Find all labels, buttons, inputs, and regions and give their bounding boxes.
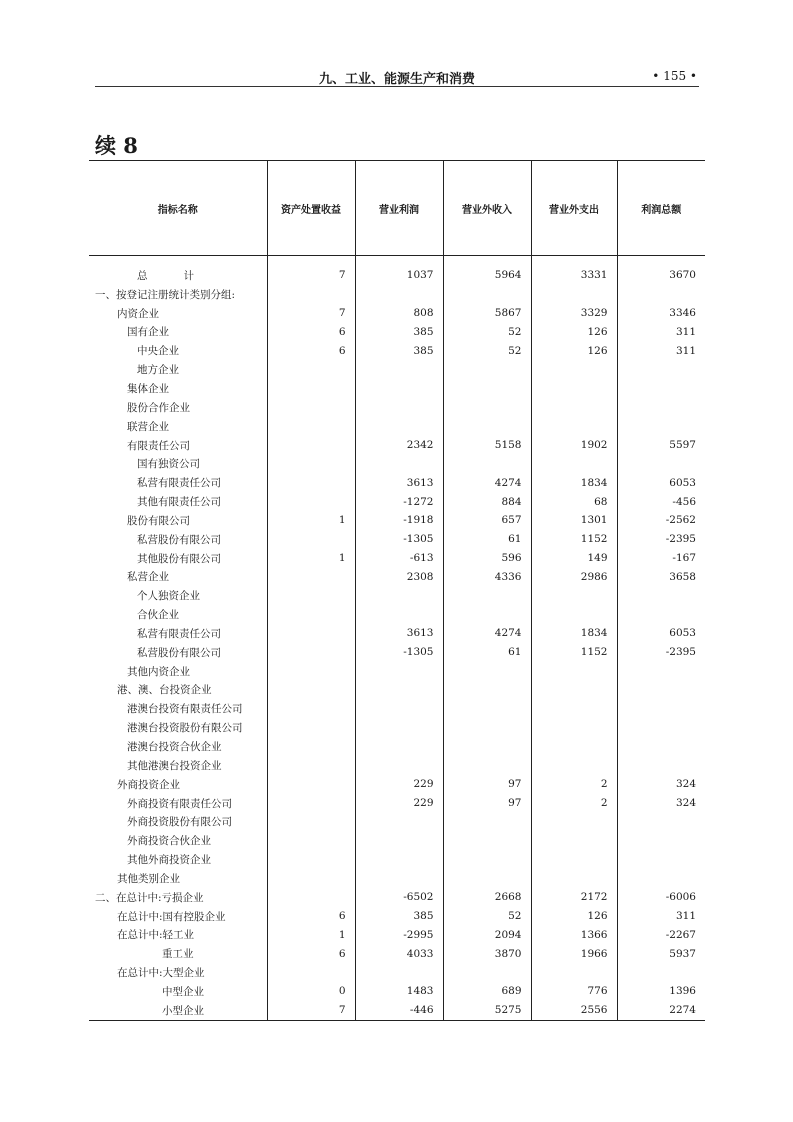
- cell-value: 6053: [617, 473, 705, 492]
- cell-value: 3658: [617, 568, 705, 587]
- row-label: 内资企业: [117, 307, 159, 320]
- row-label: 国有独资公司: [137, 458, 200, 471]
- cell-value: 2274: [617, 1001, 705, 1020]
- cell-value: 311: [617, 341, 705, 360]
- cell-value: 1834: [531, 473, 617, 492]
- cell-value: [443, 662, 531, 681]
- cell-value: [267, 662, 355, 681]
- cell-value: -6006: [617, 888, 705, 907]
- cell-value: 1966: [531, 944, 617, 963]
- cell-value: [355, 662, 443, 681]
- row-label: 私营企业: [127, 571, 169, 584]
- row-label: 在总计中:国有控股企业: [117, 910, 226, 923]
- row-label: 联营企业: [127, 420, 169, 433]
- row-label: 港澳台投资股份有限公司: [127, 722, 243, 735]
- cell-value: [355, 681, 443, 700]
- cell-value: -613: [355, 549, 443, 568]
- cell-value: 229: [355, 794, 443, 813]
- cell-value: [267, 436, 355, 455]
- cell-value: 1: [267, 549, 355, 568]
- row-label: 其他有限责任公司: [137, 496, 221, 509]
- cell-value: 4033: [355, 944, 443, 963]
- cell-value: [443, 756, 531, 775]
- cell-value: -1918: [355, 511, 443, 530]
- cell-value: [355, 699, 443, 718]
- cell-value: [531, 586, 617, 605]
- cell-value: [355, 379, 443, 398]
- table-row: [89, 256, 705, 285]
- row-label: 外商投资合伙企业: [127, 835, 211, 848]
- cell-value: 1: [267, 926, 355, 945]
- cell-value: [355, 850, 443, 869]
- cell-value: 6: [267, 907, 355, 926]
- cell-value: [531, 869, 617, 888]
- cell-value: [531, 681, 617, 700]
- row-label: 其他港澳台投资企业: [127, 759, 222, 772]
- cell-value: [267, 888, 355, 907]
- cell-value: 97: [443, 794, 531, 813]
- cell-value: 6: [267, 341, 355, 360]
- row-label: 个人独资企业: [137, 590, 200, 603]
- table-row: [89, 568, 705, 587]
- row-label: 有限责任公司: [127, 439, 190, 452]
- cell-value: 311: [617, 907, 705, 926]
- section-title: 续 8: [95, 133, 138, 158]
- cell-value: [531, 718, 617, 737]
- running-header: [95, 64, 699, 87]
- cell-value: [617, 963, 705, 982]
- row-label: 合伙企业: [137, 609, 179, 622]
- table-row: [89, 699, 705, 718]
- table-row: [89, 718, 705, 737]
- table-row: [89, 492, 705, 511]
- cell-value: 5158: [443, 436, 531, 455]
- cell-value: 52: [443, 341, 531, 360]
- table-row: [89, 926, 705, 945]
- cell-value: 1: [267, 511, 355, 530]
- column-header-non-operating-expense: 营业外支出: [531, 161, 617, 256]
- cell-value: [443, 681, 531, 700]
- cell-value: 2556: [531, 1001, 617, 1020]
- table-row: [89, 869, 705, 888]
- row-label: 二、在总计中:亏损企业: [95, 891, 204, 904]
- cell-value: [443, 737, 531, 756]
- cell-value: [617, 699, 705, 718]
- cell-value: 808: [355, 304, 443, 323]
- cell-value: 3670: [617, 256, 705, 285]
- row-label: 其他股份有限公司: [137, 552, 221, 565]
- row-label: 外商投资有限责任公司: [127, 797, 232, 810]
- cell-value: -6502: [355, 888, 443, 907]
- table-row: [89, 1001, 705, 1020]
- cell-value: 1483: [355, 982, 443, 1001]
- cell-value: 657: [443, 511, 531, 530]
- cell-value: [617, 605, 705, 624]
- table-row: [89, 850, 705, 869]
- cell-value: [443, 417, 531, 436]
- cell-value: 385: [355, 323, 443, 342]
- cell-value: [531, 699, 617, 718]
- cell-value: [267, 473, 355, 492]
- row-label: 外商投资企业: [117, 778, 180, 791]
- table-row: [89, 944, 705, 963]
- cell-value: [443, 398, 531, 417]
- cell-value: 4274: [443, 473, 531, 492]
- cell-value: [267, 794, 355, 813]
- cell-value: [617, 285, 705, 304]
- row-label: 总 计: [137, 269, 194, 282]
- table-row: [89, 436, 705, 455]
- cell-value: [267, 699, 355, 718]
- cell-value: [531, 756, 617, 775]
- row-label: 一、按登记注册统计类别分组:: [95, 288, 236, 301]
- cell-value: 689: [443, 982, 531, 1001]
- cell-value: [267, 360, 355, 379]
- cell-value: [355, 417, 443, 436]
- table-row: [89, 454, 705, 473]
- table-row: [89, 662, 705, 681]
- row-label: 私营股份有限公司: [137, 533, 221, 546]
- cell-value: 5964: [443, 256, 531, 285]
- cell-value: [443, 963, 531, 982]
- cell-value: -2267: [617, 926, 705, 945]
- cell-value: 324: [617, 775, 705, 794]
- table-row: [89, 398, 705, 417]
- table-row: [89, 304, 705, 323]
- cell-value: 2094: [443, 926, 531, 945]
- cell-value: 68: [531, 492, 617, 511]
- table-row: [89, 794, 705, 813]
- table-row: [89, 888, 705, 907]
- data-table: [89, 160, 705, 1021]
- row-label: 港澳台投资合伙企业: [127, 741, 222, 754]
- table-row: [89, 982, 705, 1001]
- cell-value: 1152: [531, 530, 617, 549]
- cell-value: 149: [531, 549, 617, 568]
- row-label: 私营有限责任公司: [137, 477, 221, 490]
- row-label: 重工业: [162, 948, 194, 961]
- cell-value: [617, 379, 705, 398]
- cell-value: [267, 831, 355, 850]
- table-row: [89, 812, 705, 831]
- row-label: 港澳台投资有限责任公司: [127, 703, 243, 716]
- cell-value: 126: [531, 323, 617, 342]
- table-row: [89, 831, 705, 850]
- cell-value: [531, 963, 617, 982]
- table-row: [89, 417, 705, 436]
- cell-value: [267, 605, 355, 624]
- cell-value: [267, 398, 355, 417]
- cell-value: -2562: [617, 511, 705, 530]
- cell-value: 2342: [355, 436, 443, 455]
- cell-value: [531, 831, 617, 850]
- cell-value: 5937: [617, 944, 705, 963]
- cell-value: -1305: [355, 530, 443, 549]
- cell-value: 2986: [531, 568, 617, 587]
- cell-value: [617, 454, 705, 473]
- row-label: 地方企业: [137, 364, 179, 377]
- cell-value: 126: [531, 907, 617, 926]
- cell-value: [617, 831, 705, 850]
- cell-value: [355, 718, 443, 737]
- cell-value: 1366: [531, 926, 617, 945]
- cell-value: [267, 775, 355, 794]
- cell-value: 61: [443, 530, 531, 549]
- cell-value: 52: [443, 907, 531, 926]
- cell-value: 229: [355, 775, 443, 794]
- cell-value: 3613: [355, 624, 443, 643]
- cell-value: [531, 360, 617, 379]
- cell-value: [267, 624, 355, 643]
- cell-value: [617, 756, 705, 775]
- cell-value: [443, 285, 531, 304]
- cell-value: 2668: [443, 888, 531, 907]
- cell-value: 1301: [531, 511, 617, 530]
- row-label: 私营股份有限公司: [137, 646, 221, 659]
- cell-value: 5275: [443, 1001, 531, 1020]
- row-label: 在总计中:大型企业: [117, 967, 205, 980]
- row-label: 其他类别企业: [117, 872, 180, 885]
- cell-value: [267, 812, 355, 831]
- cell-value: [355, 360, 443, 379]
- cell-value: [443, 379, 531, 398]
- cell-value: [531, 605, 617, 624]
- cell-value: [355, 831, 443, 850]
- cell-value: [617, 869, 705, 888]
- row-label: 集体企业: [127, 382, 169, 395]
- cell-value: 5597: [617, 436, 705, 455]
- cell-value: [443, 699, 531, 718]
- table-row: [89, 549, 705, 568]
- cell-value: 4336: [443, 568, 531, 587]
- row-label: 股份有限公司: [127, 514, 190, 527]
- cell-value: [267, 718, 355, 737]
- cell-value: -2995: [355, 926, 443, 945]
- row-label: 小型企业: [89, 1001, 267, 1020]
- row-label: 其他外商投资企业: [127, 854, 211, 867]
- table-row: [89, 285, 705, 304]
- cell-value: [531, 454, 617, 473]
- cell-value: [267, 492, 355, 511]
- cell-value: [267, 586, 355, 605]
- cell-value: 6053: [617, 624, 705, 643]
- cell-value: 126: [531, 341, 617, 360]
- cell-value: [617, 718, 705, 737]
- row-label: 外商投资股份有限公司: [127, 816, 232, 829]
- chapter-title: 九、工业、能源生产和消费: [318, 72, 475, 87]
- cell-value: 3613: [355, 473, 443, 492]
- cell-value: [355, 398, 443, 417]
- cell-value: [267, 756, 355, 775]
- cell-value: 596: [443, 549, 531, 568]
- cell-value: [267, 737, 355, 756]
- cell-value: [443, 812, 531, 831]
- table-row: [89, 341, 705, 360]
- table-row: [89, 530, 705, 549]
- cell-value: 4274: [443, 624, 531, 643]
- cell-value: [617, 360, 705, 379]
- cell-value: 0: [267, 982, 355, 1001]
- row-label: 股份合作企业: [127, 401, 190, 414]
- cell-value: [267, 681, 355, 700]
- cell-value: 1037: [355, 256, 443, 285]
- cell-value: [617, 812, 705, 831]
- cell-value: [355, 812, 443, 831]
- table-row: [89, 775, 705, 794]
- cell-value: 324: [617, 794, 705, 813]
- table-header-row: [89, 161, 705, 256]
- column-header-indicator: 指标名称: [89, 161, 267, 256]
- table-row: [89, 323, 705, 342]
- cell-value: [267, 869, 355, 888]
- cell-value: [617, 850, 705, 869]
- cell-value: [267, 379, 355, 398]
- table-row: [89, 963, 705, 982]
- cell-value: [267, 643, 355, 662]
- cell-value: 7: [267, 304, 355, 323]
- table-body: [89, 256, 705, 1021]
- cell-value: 2: [531, 775, 617, 794]
- table-row: [89, 643, 705, 662]
- cell-value: 776: [531, 982, 617, 1001]
- column-header-operating-profit: 营业利润: [355, 161, 443, 256]
- cell-value: 1152: [531, 643, 617, 662]
- cell-value: [443, 869, 531, 888]
- cell-value: -1305: [355, 643, 443, 662]
- table-row: [89, 473, 705, 492]
- cell-value: [267, 963, 355, 982]
- table-row: [89, 379, 705, 398]
- cell-value: [355, 586, 443, 605]
- column-header-non-operating-income: 营业外收入: [443, 161, 531, 256]
- cell-value: [443, 360, 531, 379]
- cell-value: 2308: [355, 568, 443, 587]
- cell-value: 3870: [443, 944, 531, 963]
- cell-value: [617, 586, 705, 605]
- cell-value: [355, 869, 443, 888]
- cell-value: [267, 454, 355, 473]
- cell-value: [531, 812, 617, 831]
- table-row: [89, 756, 705, 775]
- column-header-asset-disposal: 资产处置收益: [267, 161, 355, 256]
- cell-value: [617, 662, 705, 681]
- cell-value: 3346: [617, 304, 705, 323]
- cell-value: [443, 454, 531, 473]
- cell-value: [617, 681, 705, 700]
- cell-value: [617, 398, 705, 417]
- cell-value: [443, 831, 531, 850]
- cell-value: [531, 285, 617, 304]
- cell-value: 3329: [531, 304, 617, 323]
- row-label: 国有企业: [127, 326, 169, 339]
- cell-value: [267, 568, 355, 587]
- cell-value: -167: [617, 549, 705, 568]
- cell-value: 1834: [531, 624, 617, 643]
- cell-value: 6: [267, 323, 355, 342]
- cell-value: [355, 605, 443, 624]
- cell-value: [355, 285, 443, 304]
- cell-value: 2172: [531, 888, 617, 907]
- cell-value: 1902: [531, 436, 617, 455]
- cell-value: 52: [443, 323, 531, 342]
- cell-value: [355, 963, 443, 982]
- cell-value: [443, 718, 531, 737]
- cell-value: [267, 417, 355, 436]
- cell-value: [531, 379, 617, 398]
- cell-value: [443, 605, 531, 624]
- cell-value: [531, 737, 617, 756]
- cell-value: 2: [531, 794, 617, 813]
- row-label: 中央企业: [137, 345, 179, 358]
- cell-value: [617, 417, 705, 436]
- table-row: [89, 586, 705, 605]
- cell-value: [355, 756, 443, 775]
- cell-value: [355, 737, 443, 756]
- cell-value: -456: [617, 492, 705, 511]
- cell-value: [443, 586, 531, 605]
- cell-value: 884: [443, 492, 531, 511]
- cell-value: 385: [355, 341, 443, 360]
- cell-value: 5867: [443, 304, 531, 323]
- row-label: 私营有限责任公司: [137, 627, 221, 640]
- cell-value: -1272: [355, 492, 443, 511]
- row-label: 中型企业: [162, 985, 204, 998]
- cell-value: [267, 530, 355, 549]
- table-row: [89, 907, 705, 926]
- cell-value: [355, 454, 443, 473]
- cell-value: [531, 662, 617, 681]
- table-row: [89, 605, 705, 624]
- cell-value: 1396: [617, 982, 705, 1001]
- row-label: 在总计中:轻工业: [117, 929, 195, 942]
- row-label: 港、澳、台投资企业: [117, 684, 212, 697]
- cell-value: [617, 737, 705, 756]
- column-header-total-profit: 利润总额: [617, 161, 705, 256]
- cell-value: 6: [267, 944, 355, 963]
- cell-value: 3331: [531, 256, 617, 285]
- table-row: [89, 511, 705, 530]
- cell-value: -2395: [617, 643, 705, 662]
- table-row: [89, 360, 705, 379]
- cell-value: [531, 398, 617, 417]
- cell-value: -2395: [617, 530, 705, 549]
- cell-value: 61: [443, 643, 531, 662]
- cell-value: [267, 850, 355, 869]
- cell-value: 7: [267, 1001, 355, 1020]
- cell-value: -446: [355, 1001, 443, 1020]
- cell-value: 385: [355, 907, 443, 926]
- cell-value: [443, 850, 531, 869]
- cell-value: 97: [443, 775, 531, 794]
- cell-value: [531, 850, 617, 869]
- cell-value: 7: [267, 256, 355, 285]
- table-row: [89, 737, 705, 756]
- cell-value: 311: [617, 323, 705, 342]
- cell-value: [531, 417, 617, 436]
- table-row: [89, 624, 705, 643]
- row-label: 其他内资企业: [127, 665, 190, 678]
- page-number: • 155 •: [652, 69, 697, 83]
- cell-value: [267, 285, 355, 304]
- table-row: [89, 681, 705, 700]
